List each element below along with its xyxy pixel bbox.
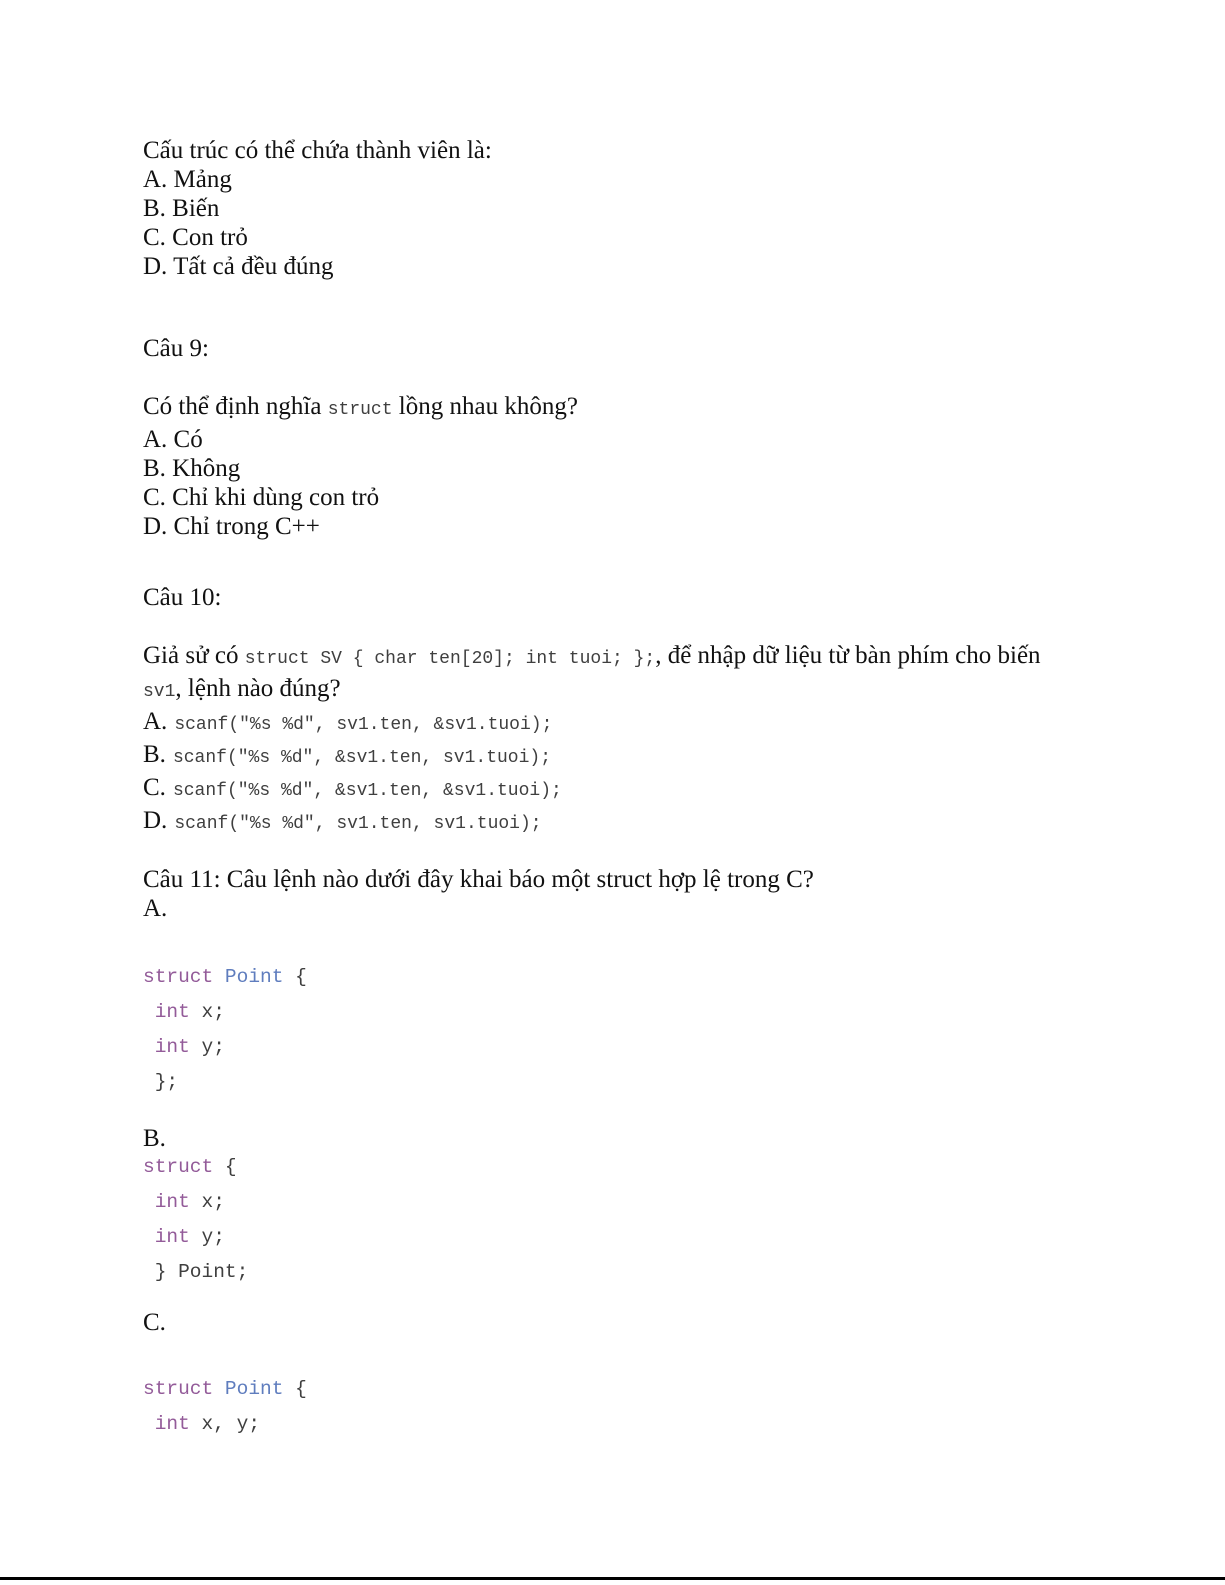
plain-token: y; bbox=[201, 1036, 225, 1058]
plain-token: { bbox=[224, 1156, 237, 1178]
keyword-token: int bbox=[143, 1001, 202, 1023]
question-10-text-mid: , để nhập dữ liệu từ bàn phím cho biến bbox=[655, 642, 1041, 669]
question-9-block bbox=[143, 334, 578, 541]
question-10-text-line1 bbox=[143, 641, 1041, 674]
keyword-token: struct bbox=[143, 966, 225, 988]
question-9-option-b: B. Không bbox=[143, 455, 241, 482]
option-code: scanf("%s %d", sv1.ten, &sv1.tuoi); bbox=[174, 715, 553, 735]
plain-token: { bbox=[295, 1378, 307, 1400]
type-token: Point bbox=[224, 1378, 296, 1400]
question-8-block bbox=[143, 136, 492, 281]
plain-token: { bbox=[295, 966, 307, 988]
question-9-text bbox=[143, 392, 578, 425]
plain-token: }; bbox=[143, 1071, 179, 1093]
question-8-text: Cấu trúc có thể chứa thành viên là: bbox=[143, 137, 492, 164]
question-10-inline-code-sv1: sv1 bbox=[143, 682, 176, 702]
question-10-option-c bbox=[143, 773, 1041, 806]
code-line bbox=[143, 1372, 307, 1407]
keyword-token: int bbox=[143, 1226, 202, 1248]
option-code: scanf("%s %d", &sv1.ten, &sv1.tuoi); bbox=[172, 781, 562, 801]
question-10-option-b bbox=[143, 740, 1041, 773]
code-line bbox=[143, 1065, 307, 1100]
code-block-a bbox=[143, 960, 307, 1100]
option-label: B. bbox=[143, 741, 166, 768]
page-bottom-divider bbox=[0, 1577, 1225, 1580]
code-block-c bbox=[143, 1372, 307, 1442]
question-9-option-a: A. Có bbox=[143, 426, 203, 453]
code-line bbox=[143, 995, 307, 1030]
keyword-token: struct bbox=[143, 1156, 225, 1178]
code-line bbox=[143, 1255, 248, 1290]
plain-token: x, y; bbox=[201, 1413, 261, 1435]
type-token: Point bbox=[224, 966, 296, 988]
question-11-option-c-label: C. bbox=[143, 1309, 166, 1336]
option-code: scanf("%s %d", sv1.ten, sv1.tuoi); bbox=[174, 814, 542, 834]
keyword-token: int bbox=[143, 1191, 202, 1213]
option-label: D. bbox=[143, 807, 168, 834]
question-9-text-post: lồng nhau không? bbox=[392, 393, 578, 420]
question-11-option-a-label: A. bbox=[143, 895, 168, 922]
question-9-option-d: D. Chỉ trong C++ bbox=[143, 513, 320, 540]
plain-token: x; bbox=[201, 1191, 225, 1213]
question-8-option-b: B. Biến bbox=[143, 195, 220, 222]
code-line bbox=[143, 1407, 307, 1442]
keyword-token: int bbox=[143, 1413, 202, 1435]
question-9-text-pre: Có thể định nghĩa bbox=[143, 393, 328, 420]
question-8-option-c: C. Con trỏ bbox=[143, 224, 248, 251]
code-line bbox=[143, 1220, 248, 1255]
question-11-option-b-label: B. bbox=[143, 1125, 166, 1152]
plain-token: y; bbox=[201, 1226, 225, 1248]
option-label: C. bbox=[143, 774, 166, 801]
code-line bbox=[143, 960, 307, 995]
question-10-block bbox=[143, 583, 1041, 839]
question-10-heading: Câu 10: bbox=[143, 584, 222, 611]
plain-token: } Point; bbox=[143, 1261, 249, 1283]
question-10-inline-code: struct SV { char ten[20]; int tuoi; }; bbox=[244, 649, 656, 669]
question-10-text-line2 bbox=[143, 674, 1041, 707]
question-10-text-post: , lệnh nào đúng? bbox=[175, 675, 341, 702]
question-9-heading: Câu 9: bbox=[143, 335, 209, 362]
plain-token: x; bbox=[201, 1001, 225, 1023]
option-label: A. bbox=[143, 708, 168, 735]
code-line bbox=[143, 1030, 307, 1065]
option-code: scanf("%s %d", &sv1.ten, sv1.tuoi); bbox=[172, 748, 551, 768]
question-10-text-pre: Giả sử có bbox=[143, 642, 245, 669]
question-9-option-c: C. Chỉ khi dùng con trỏ bbox=[143, 484, 380, 511]
keyword-token: int bbox=[143, 1036, 202, 1058]
question-10-option-d bbox=[143, 806, 1041, 839]
code-block-b bbox=[143, 1150, 248, 1290]
question-8-option-a: A. Mảng bbox=[143, 166, 232, 193]
question-9-inline-code: struct bbox=[327, 400, 393, 420]
code-line bbox=[143, 1185, 248, 1220]
question-11-block bbox=[143, 865, 814, 923]
question-10-option-a bbox=[143, 707, 1041, 740]
question-11-heading: Câu 11: Câu lệnh nào dưới đây khai báo một struct hợp lệ trong C? bbox=[143, 866, 814, 893]
question-8-option-d: D. Tất cả đều đúng bbox=[143, 253, 334, 280]
keyword-token: struct bbox=[143, 1378, 225, 1400]
code-line bbox=[143, 1150, 248, 1185]
